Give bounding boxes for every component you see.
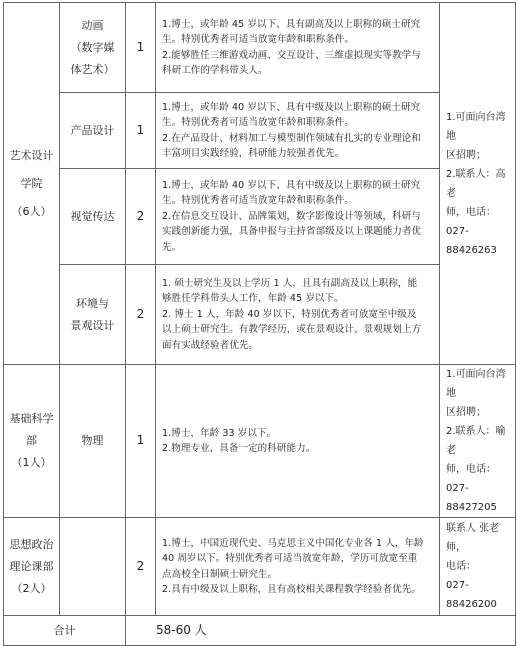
major-cell [60, 265, 126, 365]
dept-cell [4, 365, 60, 518]
contact-phone: 027-88426200 [446, 580, 497, 610]
recruitment-table [3, 2, 516, 646]
dept-name: 部 [26, 434, 37, 447]
requirement-line: 科研工作的学科带头人。 [162, 65, 268, 76]
count-cell: 1 [126, 93, 156, 169]
contact-line: 联系人 张老师， [446, 523, 500, 553]
major-cell [60, 365, 126, 518]
total-row [4, 616, 516, 646]
major-name: 动画 [81, 18, 104, 32]
contact-line: 2.联系人：高老 [446, 168, 506, 199]
contact-cell [440, 365, 516, 518]
requirement-line: 2. 博士 1 人，年龄 40 岁以下，特别优秀者可放宽至中级及 [162, 308, 417, 320]
dept-name: 思想政治 [9, 537, 54, 551]
requirement-line: 1.博士，或年龄 40 岁以下、具有中级及以上职称的硕士研究 [162, 179, 421, 191]
count-cell: 1 [126, 365, 156, 518]
requirement-line: 生。特别优秀者可适当放宽年龄和职称条件。 [162, 195, 355, 207]
major-name: 景观设计 [70, 318, 115, 332]
total-label: 合计 [4, 616, 126, 646]
total-value: 58-60 人 [126, 616, 516, 646]
major-cell [60, 518, 126, 616]
major-cell [60, 3, 126, 93]
contact-line: 1.可面向台湾地 [446, 369, 506, 399]
requirement-line: 生。特别优秀者可适当放宽年龄和职称条件。 [162, 117, 355, 128]
contact-cell [440, 518, 516, 616]
dept-count: （1人） [11, 456, 52, 469]
requirement-line: 40 周岁以下。特别优秀者可适当放宽年龄，学历可放宽至重 [162, 553, 418, 564]
requirements-cell [156, 265, 440, 365]
count-cell: 2 [126, 518, 156, 616]
requirement-line: 丰富项目实践经验，科研能力较强者优先。 [162, 148, 345, 159]
major-cell [60, 93, 126, 169]
requirement-line: 点高校全日制硕士研究生。 [162, 568, 278, 580]
requirement-line: 面有实战经验者优先。 [162, 339, 259, 351]
dept-name: 理论课部 [9, 559, 54, 573]
dept-count: （2人） [11, 581, 52, 595]
requirement-line: 2.在信息交互设计、品牌策划，数字影像设计等领域，科研与 [162, 210, 421, 222]
major-cell [60, 169, 126, 265]
contact-line: 区招聘； [446, 149, 486, 161]
contact-line: 师，电话： [446, 464, 496, 475]
requirement-line: 2.在产品设计、材料加工与模型制作领域有扎实的专业理论和 [162, 132, 421, 144]
requirements-cell [156, 365, 440, 518]
requirement-line: 够胜任学科带头人工作，年龄 45 岁以下。 [162, 293, 344, 305]
requirement-line: 2.物理专业，具备一定的科研能力。 [162, 443, 316, 454]
major-name: 体艺术） [70, 62, 115, 76]
major-name: 视觉传达 [70, 209, 115, 223]
requirements-cell [156, 169, 440, 265]
recruitment-table-container [3, 2, 516, 646]
table-row [4, 3, 516, 93]
major-name: 产品设计 [70, 123, 115, 137]
contact-line: 电话： [446, 561, 476, 572]
requirements-cell [156, 93, 440, 169]
requirements-cell [156, 3, 440, 93]
major-name: （数字媒 [70, 40, 115, 54]
contact-cell [440, 3, 516, 365]
table-row [4, 265, 516, 365]
requirement-line: 以上硕士研究生。有教学经历，或在景观设计、景观规划上方 [162, 324, 422, 336]
dept-name: 基础科学 [9, 412, 54, 425]
requirement-line: 1. 硕士研究生及以上学历 1 人，且具有副高及以上职称，能 [162, 277, 418, 289]
dept-name: 艺术设计 [9, 148, 54, 162]
requirement-line: 1.博士，或年龄 40 岁以下、具有中级及以上职称的硕士研究 [162, 101, 421, 113]
dept-cell [4, 3, 60, 365]
count-cell: 2 [126, 265, 156, 365]
requirement-line: 1.博士，或年龄 45 岁以下、具有副高及以上职称的硕士研究 [162, 18, 421, 30]
requirement-line: 1.博士，中国近现代史、马克思主义中国化专业各 1 人，年龄 [162, 537, 424, 549]
contact-phone: 027-88426263 [446, 225, 497, 256]
dept-cell [4, 518, 60, 616]
major-name: 物理 [81, 434, 104, 447]
table-row [4, 93, 516, 169]
requirement-line: 生。特别优秀者可适当放宽年龄和职称条件。 [162, 34, 355, 45]
dept-count: （6人） [11, 204, 52, 218]
count-cell: 2 [126, 169, 156, 265]
count-cell: 1 [126, 3, 156, 93]
requirements-cell [156, 518, 440, 616]
requirement-line: 2.具有中级及以上职称，且有高校相关课程教学经验者优先。 [162, 584, 421, 595]
table-row [4, 169, 516, 265]
contact-line: 区招聘； [446, 407, 486, 418]
contact-line: 师，电话： [446, 206, 496, 218]
contact-phone: 027-88427205 [446, 483, 497, 513]
contact-line: 2.联系人：喻老 [446, 426, 506, 456]
requirement-line: 2.能够胜任三维游戏动画、交互设计、三维虚拟现实等教学与 [162, 49, 421, 61]
contact-line: 1.可面向台湾地 [446, 111, 506, 142]
major-name: 环境与 [76, 296, 109, 310]
requirement-line: 1.博士，年龄 33 岁以下。 [162, 427, 277, 439]
dept-name: 学院 [20, 176, 43, 190]
table-row [4, 365, 516, 518]
requirement-line: 实践创新能力强，具备申报与主持省部级及以上课题能力者优先。 [162, 226, 422, 253]
table-row [4, 518, 516, 616]
